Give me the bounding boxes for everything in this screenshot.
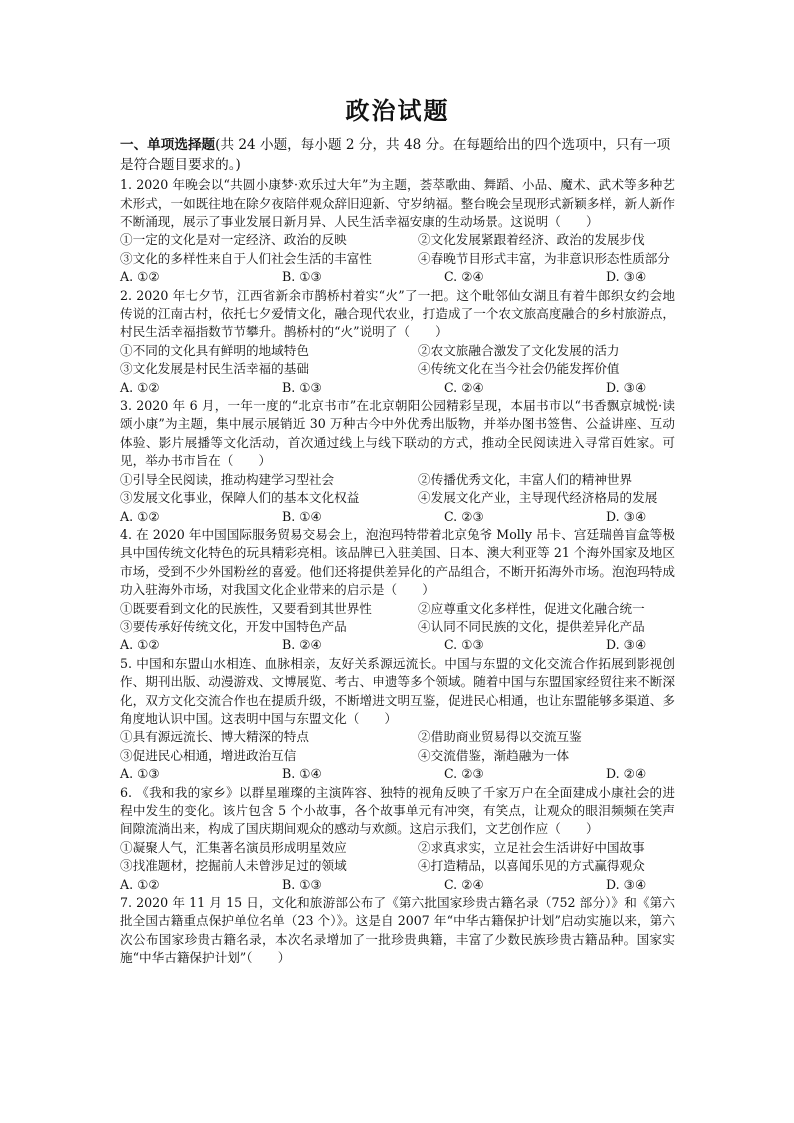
options-row [120, 360, 675, 378]
option-statement: ④传统文化在当今社会仍能发挥价值 [418, 361, 620, 377]
answer-choice: C. ①③ [444, 637, 484, 653]
options-row [120, 728, 675, 746]
option-statement: ②农文旅融合激发了文化发展的活力 [418, 342, 620, 358]
options-row [120, 250, 675, 268]
answer-choice: D. ②④ [606, 766, 647, 782]
answer-choices [120, 765, 675, 783]
answer-choice: C. ②③ [444, 766, 484, 782]
answer-choices [120, 636, 675, 654]
answer-choice: A. ①② [120, 637, 160, 653]
answer-choices [120, 508, 675, 526]
answer-choices [120, 876, 675, 894]
options-row [120, 471, 675, 489]
option-statement: ④打造精品，以喜闻乐见的方式赢得观众 [418, 858, 645, 874]
option-statement: ②传播优秀文化，丰富人们的精神世界 [418, 471, 633, 487]
question-7 [120, 894, 675, 968]
question-3 [120, 397, 675, 526]
answer-choice: D. ③④ [606, 637, 647, 653]
option-statement: ①不同的文化具有鲜明的地域特色 [120, 342, 309, 358]
answer-choice: C. ②④ [444, 379, 484, 395]
answer-choices [120, 379, 675, 397]
option-statement: ③文化发展是村民生活幸福的基础 [120, 361, 309, 377]
question-stem: 3. 2020 年 6 月，一年一度的“北京书市”在北京朝阳公园精彩呈现，本届书市以“书香飘京城悦·读颂小康”为主题，集中展示展销近 30 万种古今中外优秀出版物，并举办图书签售、公益讲座、互动体验、影片展播等文化活动，首次通过线上与线下联动的方式，推动全民阅读进入寻常百姓家。可见，举办书市旨在（ ） [120, 398, 675, 469]
option-statement: ④交流借鉴，渐趋融为一体 [418, 747, 570, 763]
answer-choices [120, 268, 675, 286]
answer-choice: B. ①④ [282, 508, 322, 524]
option-statement: ②应尊重文化多样性，促进文化融合统一 [418, 600, 645, 616]
question-4 [120, 526, 675, 655]
answer-choice: C. ②④ [444, 269, 484, 285]
options-row [120, 747, 675, 765]
option-statement: ④发展文化产业，主导现代经济格局的发展 [418, 490, 658, 506]
answer-choice: A. ①② [120, 508, 160, 524]
options-row [120, 839, 675, 857]
question-stem: 4. 在 2020 年中国国际服务贸易交易会上，泡泡玛特带着北京兔爷 Molly 吊卡、宫廷瑞兽盲盒等极具中国传统文化特色的玩具精彩亮相。该品牌已入驻美国、日本、澳大利亚等 21 个海外国家及地区市场，受到不少外国粉丝的喜爱。他们还将提供差异化的产品组合，不断开拓海外市场。泡泡玛特成功入驻海外市场，对我国文化企业带来的启示是（ ） [120, 526, 675, 598]
options-row [120, 857, 675, 875]
answer-choice: B. ①③ [282, 876, 322, 892]
option-statement: ④春晚节目形式丰富，为非意识形态性质部分 [418, 250, 670, 266]
question-6 [120, 784, 675, 894]
answer-choice: D. ③④ [606, 508, 647, 524]
question-1 [120, 176, 675, 286]
options-row [120, 489, 675, 507]
option-statement: ③促进民心相通，增进政治互信 [120, 747, 297, 763]
answer-choice: B. ①④ [282, 766, 322, 782]
option-statement: ④认同不同民族的文化，提供差异化产品 [418, 618, 645, 634]
answer-choice: A. ①② [120, 379, 160, 395]
option-statement: ③要传承好传统文化，开发中国特色产品 [120, 618, 347, 634]
section-heading: 一、单项选择题 [120, 137, 216, 153]
options-row [120, 600, 675, 618]
exam-page [120, 96, 675, 968]
option-statement: ②文化发展紧跟着经济、政治的发展步伐 [418, 232, 645, 248]
question-list [120, 176, 675, 967]
answer-choice: B. ②④ [282, 637, 322, 653]
question-stem: 5. 中国和东盟山水相连、血脉相亲，友好关系源远流长。中国与东盟的文化交流合作拓展到影视创作、期刊出版、动漫游戏、文博展览、考古、申遗等多个领域。随着中国与东盟国家经贸往来不断深化，双方文化交流合作也在提质升级，不断增进文明互鉴，促进民心相通，也让东盟能够多渠道、多角度地认识中国。这表明中国与东盟文化（ ） [120, 655, 675, 726]
section-header [120, 136, 675, 175]
page-title: 政治试题 [345, 96, 450, 125]
answer-choice: C. ②④ [444, 876, 484, 892]
option-statement: ②求真求实，立足社会生活讲好中国故事 [418, 839, 645, 855]
answer-choice: A. ①② [120, 876, 160, 892]
option-statement: ③找准题材，挖掘前人未曾涉足过的领域 [120, 858, 347, 874]
option-statement: ③发展文化事业，保障人们的基本文化权益 [120, 490, 360, 506]
option-statement: ①一定的文化是对一定经济、政治的反映 [120, 232, 347, 248]
question-stem: 2. 2020 年七夕节，江西省新余市鹊桥村着实“火”了一把。这个毗邻仙女湖且有着牛郎织女约会地传说的江南古村，依托七夕爱情文化，融合现代农业，打造成了一个农文旅高度融合的乡村旅游点，村民生活幸福指数节节攀升。鹊桥村的“火”说明了（ ） [120, 287, 675, 340]
option-statement: ①既要看到文化的民族性，又要看到其世界性 [120, 600, 372, 616]
question-5 [120, 655, 675, 784]
options-row [120, 231, 675, 249]
answer-choice: D. ③④ [606, 379, 647, 395]
question-stem: 1. 2020 年晚会以“共圆小康梦·欢乐过大年”为主题，荟萃歌曲、舞蹈、小品、魔术、武术等多种艺术形式，一如既往地在除夕夜陪伴观众辞旧迎新、守岁纳福。整台晚会呈现形式新颖多样，新人新作不断涌现，展示了事业发展日新月异、人民生活幸福安康的生动场景。这说明（ ） [120, 177, 675, 229]
section-note: (共 24 小题，每小题 2 分，共 48 分。在每题给出的四个选项中，只有一项是符合题目要求的。) [120, 137, 671, 173]
question-stem: 7. 2020 年 11 月 15 日，文化和旅游部公布了《第六批国家珍贵古籍名录（752 部分）》和《第六批全国古籍重点保护单位名单（23 个）》。这是自 2007 年“中华古籍保护计划”启动实施以来，第六次公布国家珍贵古籍名录，本次名录增加了一批珍贵典籍，丰富了少数民族珍贵古籍品种。国家实施“中华古籍保护计划”（ ） [120, 895, 675, 966]
option-statement: ①引导全民阅读，推动构建学习型社会 [120, 471, 335, 487]
answer-choice: A. ①② [120, 269, 160, 285]
options-row [120, 342, 675, 360]
answer-choice: B. ①③ [282, 269, 322, 285]
option-statement: ③文化的多样性来自于人们社会生活的丰富性 [120, 250, 372, 266]
answer-choice: D. ③④ [606, 269, 647, 285]
options-row [120, 618, 675, 636]
question-2 [120, 287, 675, 397]
question-stem: 6. 《我和我的家乡》以群星璀璨的主演阵容、独特的视角反映了千家万户在全面建成小康社会的进程中发生的变化。该片包含 5 个小故事，各个故事单元有冲突，有笑点，让观众的眼泪频频在笑声间隙流淌出来，构成了国庆期间观众的感动与欢颜。这启示我们，文艺创作应（ ） [120, 784, 675, 837]
option-statement: ②借助商业贸易得以交流互鉴 [418, 729, 582, 745]
answer-choice: D. ③④ [606, 876, 647, 892]
option-statement: ①具有源远流长、博大精深的特点 [120, 729, 309, 745]
option-statement: ①凝聚人气，汇集著名演员形成明星效应 [120, 839, 347, 855]
answer-choice: C. ②③ [444, 508, 484, 524]
answer-choice: A. ①③ [120, 766, 160, 782]
answer-choice: B. ①③ [282, 379, 322, 395]
